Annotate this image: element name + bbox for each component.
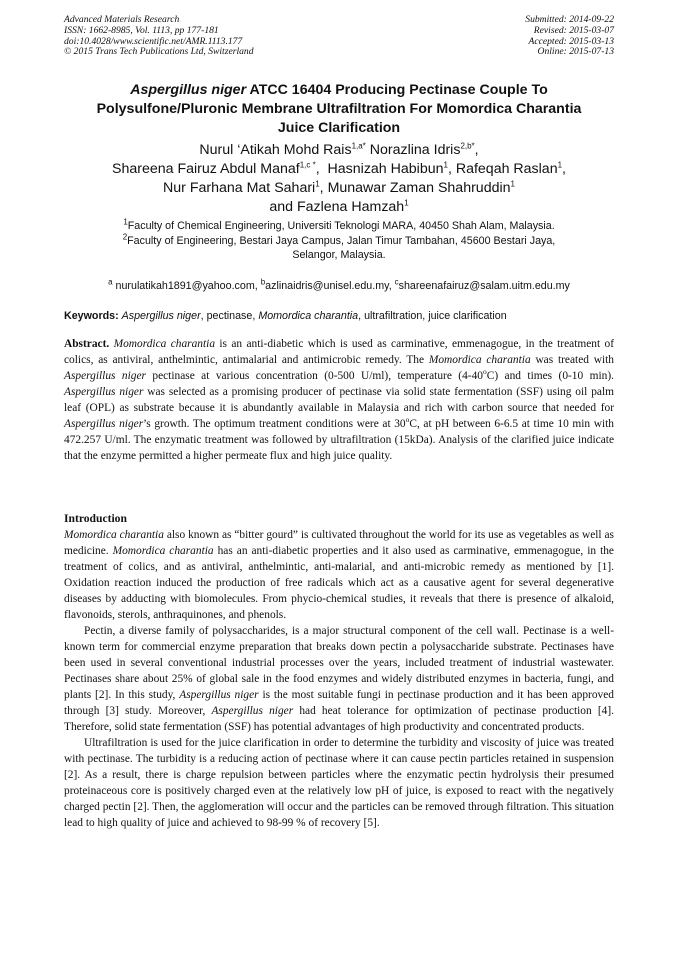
- paragraph: [64, 623, 614, 735]
- species-name: Aspergillus niger: [211, 705, 294, 717]
- author: Shareena Fairuz Abdul Manaf: [111, 161, 300, 177]
- keyword: Aspergillus niger: [121, 310, 201, 322]
- author-list: Nurul ‘Atikah Mohd Rais$^{1,a*}$ Norazlina Idris$^{2,b*}$, Shareena Fairuz Abdul Manaf$^{1,c *}$, Hasnizah Habibun$^1$, Rafeqah Raslan$^1$, Nur Farhana Mat Sahari$^1$, Munawar Zaman Shahruddin$^1$ and Fazlena Hamzah$^1$: [111, 141, 566, 215]
- superscript: o: [405, 415, 410, 425]
- journal-doi: doi:10.4028/www.scientific.net/AMR.1113.177: [64, 35, 243, 47]
- keyword: juice clarification: [428, 310, 507, 322]
- paper-title: [40, 81, 638, 138]
- superscript: o: [482, 367, 487, 377]
- text-run: also known as “bitter gourd” is cultivated throughout the world for its use as vegetables as well as medicine.: [64, 529, 614, 557]
- email: nurulatikah1891@yahoo.com: [115, 280, 255, 292]
- text-run: C) and times (0-10 min).: [486, 370, 614, 382]
- keyword: Momordica charantia: [258, 310, 359, 322]
- author: Munawar Zaman Shahruddin: [327, 180, 511, 196]
- author-sup: 1: [510, 179, 515, 189]
- text-run: had heat tolerance for optimization of pectinase production [4]. Therefore, solid state fermentation (SSF) has potential advantages of high productivity and concentrated products.: [64, 705, 614, 733]
- publication-dates: [525, 15, 614, 58]
- date-revised: Revised: 2015-03-07: [533, 24, 614, 36]
- date-accepted: Accepted: 2015-03-13: [528, 35, 614, 47]
- author-sup: 1: [443, 160, 448, 170]
- date-online: Online: 2015-07-13: [537, 46, 614, 58]
- abstract: [64, 336, 614, 464]
- species-name: Momordica charantia: [428, 354, 531, 366]
- text-run: pectinase at various concentration (0-500 U/ml), temperature (4-40: [145, 370, 483, 382]
- email: shareenafairuz@salam.uitm.edu.my: [398, 280, 570, 292]
- paragraph: [64, 735, 614, 831]
- affiliation: $^1$Faculty of Chemical Engineering, Universiti Teknologi MARA, 40450 Shah Alam, Malaysia.: [123, 217, 555, 232]
- keyword: ultrafiltration: [364, 310, 423, 322]
- journal-name: Advanced Materials Research: [64, 14, 180, 25]
- journal-copyright: © 2015 Trans Tech Publications Ltd, Switzerland: [64, 46, 254, 58]
- text-run: was selected as a promising producer of pectinase via solid state fermentation (SSF) using oil palm leaf (OPL) as substrate because it is abundantly available in Malaysia and rich with carbon source that needed for: [64, 386, 614, 414]
- text-run: was treated with: [530, 354, 614, 366]
- title-line-1: ATCC 16404 Producing Pectinase Couple To: [246, 82, 548, 98]
- text-run: has an anti-diabetic properties and it also used as carminative, emmenagogue, in the treatment of colics, and as antiviral, anthelmintic, anti-malarial, and anti-microbic remedy as mentioned by [1]. Oxidation reaction induced the production of free radicals which act as a causative agent for several degenerative diseases by adducting with biomolecules. From phycio-chemical studies, it reveals that there is presence of alkaloid, flavonoids, sterols, anthraquinones, and phenols.: [64, 545, 614, 621]
- author-sup: 1: [404, 198, 409, 208]
- paragraph: [64, 527, 614, 623]
- species-name: Momordica charantia: [112, 545, 214, 557]
- text-run: is an anti-diabetic which is used as carminative, emmenagogue, in the treatment of colics, as antiviral, anthelmintic, antimalarial and antimicrobic remedy. The: [64, 338, 614, 366]
- author: Rafeqah Raslan: [455, 161, 558, 177]
- abstract-label: Abstract.: [64, 338, 110, 350]
- email: azlinaidris@unisel.edu.my: [265, 280, 389, 292]
- journal-info: [64, 15, 254, 58]
- text-run: Ultrafiltration is used for the juice clarification in order to determine the turbidity and viscosity of juice was treated with pectinase. The turbidity is a reducing action of pectinase where it can cause pectin particles retained in suspension [2]. As a result, there is charge repulsion between particles where the enzymatic pectin hydrolysis their presumed proteinaceous core is positively charged even at the relatively low pH of juice, is exposed to react with the negatively charged pectin [2]. Then, the agglomeration will occur and the particles can be removed through filtration. This situation lead to high quality of juice and achieved to 98-99 % of recovery [5].: [64, 737, 614, 829]
- author-sup: 1: [315, 179, 320, 189]
- species-name: Momordica charantia: [64, 529, 164, 541]
- species-name: Aspergillus niger: [179, 689, 259, 701]
- author: Nur Farhana Mat Sahari: [163, 180, 316, 196]
- title-line-2: Polysulfone/Pluronic Membrane Ultrafiltration For Momordica Charantia: [96, 101, 582, 117]
- date-submitted: Submitted: 2014-09-22: [525, 14, 614, 25]
- author: Fazlena Hamzah: [296, 199, 405, 215]
- section-heading-introduction: Introduction: [64, 512, 127, 525]
- text-run: ’s growth. The optimum treatment conditions were at 30: [143, 418, 406, 430]
- journal-issn: ISSN: 1662-8985, Vol. 1113, pp 177-181: [64, 24, 219, 36]
- species-name: Aspergillus niger: [64, 386, 144, 398]
- author: Norazlina Idris: [369, 142, 461, 158]
- text-run: C, at pH between 6-6.5 at time 10 min with 472.257 U/ml. The enzymatic treatment was followed by ultrafiltration (15kDa). Analysis of the clarified juice indicate that the enzyme permitted a higher permeate flux and high juice quality.: [64, 418, 614, 462]
- title-line-3: Juice Clarification: [277, 120, 401, 136]
- species-name: Aspergillus niger: [64, 370, 146, 382]
- affiliations: [60, 219, 618, 263]
- author-sup: 2,b*: [460, 141, 475, 151]
- author-sup: 1: [557, 160, 563, 170]
- author-sup: 1,c *: [299, 160, 316, 170]
- affiliation: Selangor, Malaysia.: [292, 249, 386, 261]
- species-name: Aspergillus niger: [64, 418, 144, 430]
- introduction-body: [64, 527, 614, 831]
- author: Nurul ‘Atikah Mohd Rais: [199, 142, 352, 158]
- affiliation: $^2$Faculty of Engineering, Bestari Jaya Campus, Jalan Timur Tambahan, 45600 Bestari Jaya,: [122, 231, 556, 247]
- title-species: Aspergillus niger: [130, 82, 247, 98]
- text-run: Pectin, a diverse family of polysaccharides, is a major structural component of the cell wall. Pectinase is a well-known term for commercial enzyme preparation that breaks down pectin a polysaccharide substrate. Pectinases have been used in several conventional industrial processes over the years, included treatment of industrial wastewater. Pectinases share about 25% of global sale in the food enzymes and widely distributed enzymes in bacteria, fungi, and plants [2]. In this study,: [64, 625, 614, 701]
- species-name: Momordica charantia: [113, 338, 216, 350]
- text-run: is the most suitable fungi in pectinase production and it has been approved through [3] study. Moreover,: [64, 689, 614, 717]
- keyword: pectinase: [206, 310, 253, 322]
- keywords-label: Keywords:: [64, 310, 119, 322]
- author-sup: 1,a*: [351, 141, 366, 151]
- keywords: Keywords: Aspergillus niger, pectinase, Momordica charantia, ultrafiltration, juice clarification: [64, 310, 507, 322]
- author-connector: and: [269, 199, 293, 215]
- author-emails: $^a$ nurulatikah1891@yahoo.com, $^b$azlinaidris@unisel.edu.my, $^c$shareenafairuz@salam.uitm.edu.my: [108, 277, 570, 292]
- author: Hasnizah Habibun: [327, 161, 444, 177]
